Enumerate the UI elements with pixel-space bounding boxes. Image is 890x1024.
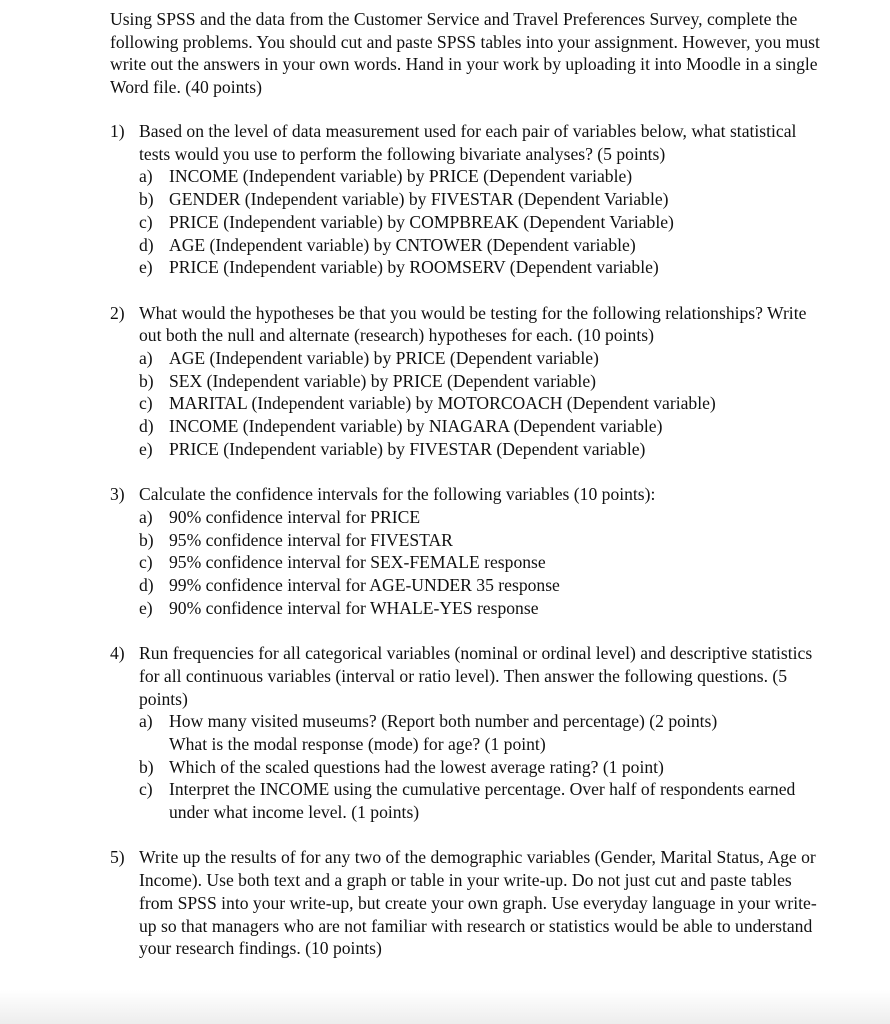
sub-question-letter: a) bbox=[139, 348, 153, 369]
sub-question-list bbox=[139, 347, 830, 461]
sub-question-letter: e) bbox=[139, 438, 153, 459]
sub-question-text: 95% confidence interval for FIVESTAR bbox=[169, 529, 453, 550]
question-number: 2) bbox=[110, 302, 125, 323]
sub-question bbox=[139, 370, 830, 393]
question-number: 1) bbox=[110, 121, 125, 141]
sub-question-text: AGE (Independent variable) by PRICE (Dependent variable) bbox=[169, 348, 599, 369]
assignment-intro: Using SPSS and the data from the Customer Service and Travel Preferences Survey, complete the following problems. You should cut and paste SPSS tables into your assignment. However, you must write out the answers in your own words. Hand in your work by uploading it into Moodle in a single Word file. (40 points) bbox=[110, 9, 820, 98]
sub-question-text: 90% confidence interval for WHALE-YES response bbox=[169, 597, 539, 618]
sub-question-letter: e) bbox=[139, 257, 153, 278]
sub-question-letter: a) bbox=[139, 506, 153, 527]
question-text: Calculate the confidence intervals for the following variables (10 points): bbox=[139, 484, 656, 505]
sub-question bbox=[139, 438, 830, 461]
sub-question-text: INCOME (Independent variable) by PRICE (Dependent variable) bbox=[169, 166, 633, 187]
sub-question bbox=[139, 256, 830, 279]
sub-question-letter: c) bbox=[139, 393, 153, 414]
sub-question-text: PRICE (Independent variable) by FIVESTAR (Dependent variable) bbox=[169, 438, 646, 459]
sub-question bbox=[139, 165, 830, 188]
sub-question bbox=[139, 392, 830, 415]
sub-question bbox=[139, 551, 830, 574]
sub-question-list bbox=[139, 506, 830, 620]
question-number: 3) bbox=[110, 484, 125, 505]
sub-question-text: PRICE (Independent variable) by COMPBREAK (Dependent Variable) bbox=[169, 211, 674, 232]
page-bottom-shadow bbox=[0, 990, 890, 1024]
sub-question bbox=[139, 415, 830, 438]
question-text: What would the hypotheses be that you would be testing for the following relationships? Write out both the null and alternate (research) hypotheses for each. (10 points) bbox=[139, 302, 807, 346]
question-4 bbox=[110, 642, 830, 824]
sub-question-letter: d) bbox=[139, 234, 154, 255]
sub-question-letter: d) bbox=[139, 575, 154, 596]
sub-question-text: 90% confidence interval for PRICE bbox=[169, 506, 421, 527]
sub-question bbox=[139, 234, 830, 257]
sub-question bbox=[139, 211, 830, 234]
question-3 bbox=[110, 483, 830, 619]
sub-question-text: 99% confidence interval for AGE-UNDER 35 response bbox=[169, 575, 560, 596]
sub-question-text: GENDER (Independent variable) by FIVESTAR (Dependent Variable) bbox=[169, 189, 669, 210]
sub-question-text: INCOME (Independent variable) by NIAGARA (Dependent variable) bbox=[169, 416, 663, 437]
question-2 bbox=[110, 302, 830, 461]
question-text: Run frequencies for all categorical variables (nominal or ordinal level) and descriptive statistics for all continuous variables (interval or ratio level). Then answer the following questions. (5 points) bbox=[139, 643, 813, 709]
sub-question-letter: c) bbox=[139, 552, 153, 573]
sub-question-text: 95% confidence interval for SEX-FEMALE response bbox=[169, 552, 546, 573]
sub-question bbox=[139, 756, 830, 779]
sub-question-text: How many visited museums? (Report both number and percentage) (2 points) bbox=[169, 711, 718, 732]
question-text: Based on the level of data measurement used for each pair of variables below, what statistical tests would you use to perform the following bivariate analyses? (5 points) bbox=[139, 121, 797, 164]
sub-question-letter: b) bbox=[139, 189, 154, 210]
sub-question-letter: c) bbox=[139, 779, 153, 800]
sub-question bbox=[139, 347, 830, 370]
sub-question-text: AGE (Independent variable) by CNTOWER (Dependent variable) bbox=[169, 234, 636, 255]
sub-question bbox=[139, 574, 830, 597]
sub-question-letter: d) bbox=[139, 416, 154, 437]
sub-question-text: PRICE (Independent variable) by ROOMSERV (Dependent variable) bbox=[169, 257, 659, 278]
sub-question-text: Interpret the INCOME using the cumulative percentage. Over half of respondents earned under what income level. (1 points) bbox=[169, 779, 796, 823]
sub-question-list bbox=[139, 165, 830, 279]
sub-question bbox=[139, 529, 830, 552]
sub-question bbox=[139, 778, 830, 823]
question-number: 4) bbox=[110, 643, 125, 664]
question-list bbox=[110, 120, 830, 983]
question-1 bbox=[110, 120, 830, 279]
sub-question-letter: c) bbox=[139, 211, 153, 232]
sub-question-letter: e) bbox=[139, 597, 153, 618]
sub-question-letter: b) bbox=[139, 756, 154, 777]
sub-question-text: Which of the scaled questions had the lowest average rating? (1 point) bbox=[169, 756, 664, 777]
sub-question bbox=[139, 506, 830, 529]
sub-question-list bbox=[139, 710, 830, 824]
sub-question-letter: a) bbox=[139, 711, 153, 732]
question-5 bbox=[110, 846, 830, 960]
sub-question-letter: a) bbox=[139, 166, 153, 187]
question-number: 5) bbox=[110, 847, 125, 868]
sub-question-letter: b) bbox=[139, 529, 154, 550]
sub-question bbox=[139, 710, 830, 755]
sub-question-text: SEX (Independent variable) by PRICE (Dependent variable) bbox=[169, 370, 596, 391]
sub-question bbox=[139, 597, 830, 620]
sub-question bbox=[139, 188, 830, 211]
sub-question-letter: b) bbox=[139, 370, 154, 391]
sub-question-extra-text: What is the modal response (mode) for age? (1 point) bbox=[169, 733, 546, 754]
question-text: Write up the results of for any two of the demographic variables (Gender, Marital Status, Age or Income). Use both text and a graph or table in your write-up. Do not just cut and paste tables from SPSS into your write-up, but create your own graph. Use everyday language in your write-up so that managers who are not familiar with research or statistics would be able to understand your research findings. (10 points) bbox=[139, 847, 817, 959]
sub-question-text: MARITAL (Independent variable) by MOTORCOACH (Dependent variable) bbox=[169, 393, 716, 414]
